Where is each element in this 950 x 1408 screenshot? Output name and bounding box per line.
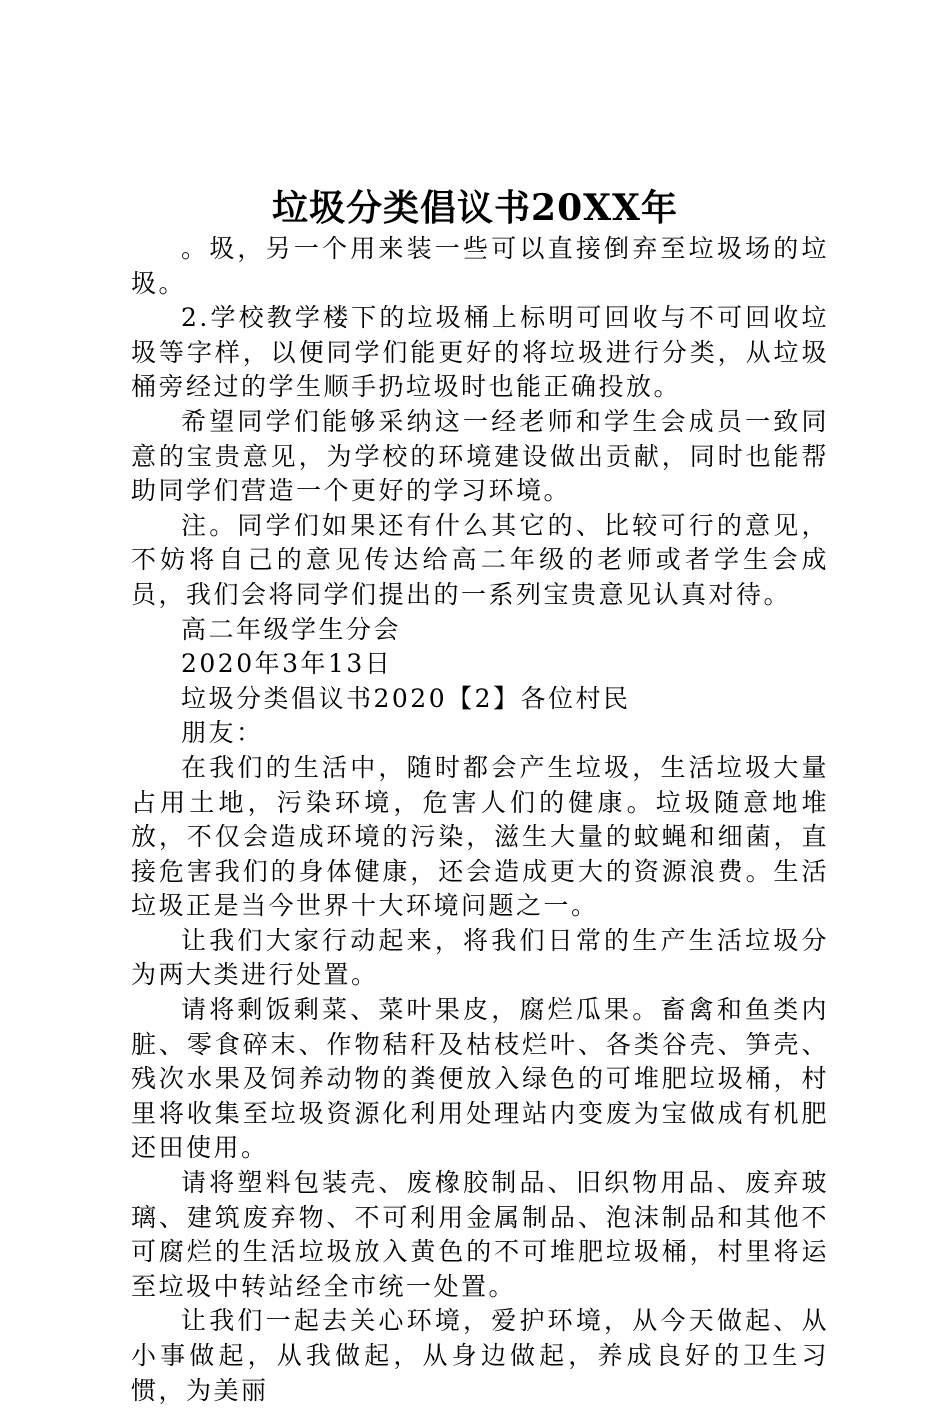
paragraph: 。圾，另一个用来装一些可以直接倒弃至垃圾场的垃圾。 xyxy=(131,234,829,298)
paragraph: 请将剩饭剩菜、菜叶果皮，腐烂瓜果。畜禽和鱼类内脏、零食碎末、作物秸秆及枯枝烂叶、各类谷壳、笋壳、残次水果及饲养动物的粪便放入绿色的可堆肥垃圾桶，村里将收集至垃圾资源化利用处理站内变废为宝做成有机肥还田使用。 xyxy=(131,995,829,1163)
paragraph: 让我们大家行动起来，将我们日常的生产生活垃圾分为两大类进行处置。 xyxy=(131,925,829,990)
paragraph: 在我们的生活中，随时都会产生垃圾，生活垃圾大量占用土地，污染环境，危害人们的健康。垃圾随意地堆放，不仅会造成环境的污染，滋生大量的蚊蝇和细菌，直接危害我们的身体健康，还会造成更大的资源浪费。生活垃圾正是当今世界十大环境问题之一。 xyxy=(131,752,829,921)
paragraph: 希望同学们能够采纳这一经老师和学生会成员一致同意的宝贵意见，为学校的环境建设做出贡献，同时也能帮助同学们营造一个更好的学习环境。 xyxy=(131,406,829,506)
paragraph: 请将塑料包装壳、废橡胶制品、旧织物用品、废弃玻璃、建筑废弃物、不可利用金属制品、泡沫制品和其他不可腐烂的生活垃圾放入黄色的不可堆肥垃圾桶，村里将运至垃圾中转站经全市统一处置。 xyxy=(131,1168,829,1301)
paragraph: 让我们一起去关心环境，爱护环境，从今天做起、从小事做起，从我做起，从身边做起，养成良好的卫生习惯，为美丽 xyxy=(131,1306,829,1405)
greeting: 朋友： xyxy=(181,718,264,748)
document-body xyxy=(131,232,829,1408)
signature: 高二年级学生分会 xyxy=(181,614,402,644)
paragraph: 2.学校教学楼下的垃圾桶上标明可回收与不可回收垃圾等字样，以便同学们能更好的将垃圾进行分类，从垃圾桶旁经过的学生顺手扔垃圾时也能正确投放。 xyxy=(131,303,829,402)
paragraph: 注。同学们如果还有什么其它的、比较可行的意见，不妨将自己的意见传达给高二年级的老师或者学生会成员，我们会将同学们提出的一系列宝贵意见认真对待。 xyxy=(131,510,829,609)
second-heading: 垃圾分类倡议书2020【2】各位村民 xyxy=(181,683,631,713)
date: 2020年3年13日 xyxy=(181,649,393,679)
document-title: 垃圾分类倡议书20XX年 xyxy=(272,187,678,229)
